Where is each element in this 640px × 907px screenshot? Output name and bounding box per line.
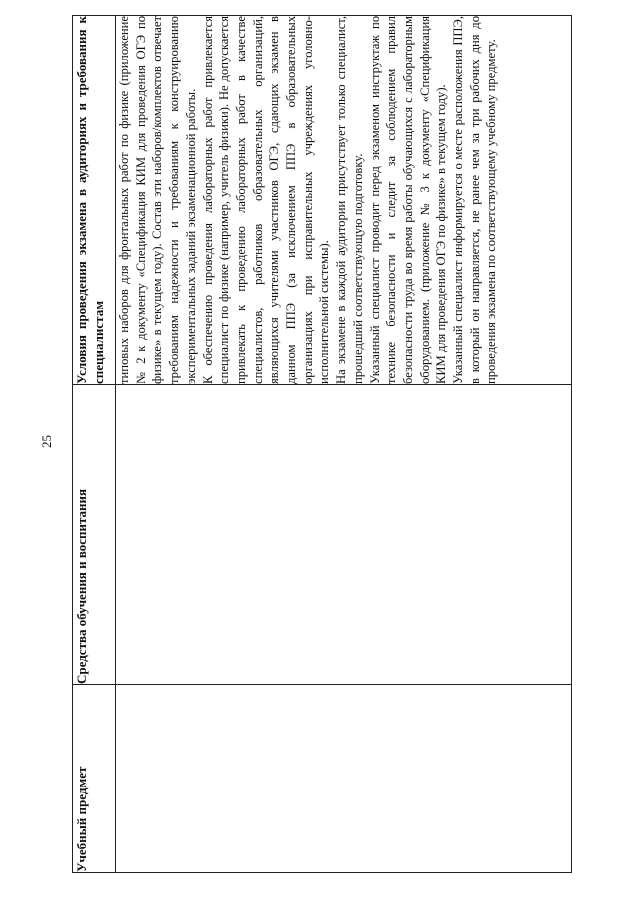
paragraph: Указанный специалист информируется о месте расположения ППЭ, в который он направляется, не ранее чем за три рабочих дня до проведения экзамена по соответствующему учебному предмету.: [451, 16, 499, 384]
page-number: 25: [39, 435, 54, 448]
paragraph: К обеспечению проведения лабораторных работ привлекается специалист по физике (например, учитель физики). Не допускается привлекать к проведению лабораторных работ в качестве специалистов, работников образовательных организаций, являющихся учителями участников ОГЭ, сдающих экзамен в данном ППЭ (за исключением ППЭ в образовательных организациях при исправительных учреждениях уголовно-исполнительной системы).: [200, 16, 332, 384]
cell-means: [116, 385, 572, 685]
header-subject: Учебный предмет: [73, 685, 116, 873]
table-row: [116, 16, 572, 873]
paragraph: Указанный специалист проводит перед экзаменом инструктаж по технике безопасности и следит за соблюдением правил безопасности труда во время работы обучающихся с лабораторным оборудованием. (приложение № 3 к документу «Спецификация КИМ для проведения ОГЭ по физике» в текущем году).: [367, 16, 449, 384]
cell-subject: [116, 685, 572, 873]
cell-conditions: [116, 16, 572, 385]
table-header-row: [73, 16, 116, 873]
paragraph: типовых наборов для фронтальных работ по физике (приложение № 2 к документу «Спецификация КИМ для проведения ОГЭ по физике» в текущем году). Состав эти наборов/комплектов отвечает требованиям надежности и требованиям к конструированию экспериментальных заданий экзаменационной работы.: [117, 16, 198, 384]
rotated-table-container: [72, 16, 572, 873]
paragraph: На экзамене в каждой аудитории присутствует только специалист, прошедший соответствующую подготовку.: [334, 16, 365, 384]
header-conditions: Условия проведения экзамена в аудиториях и требования к специалистам: [73, 16, 116, 385]
exam-conditions-table: [72, 15, 572, 873]
header-means: Средства обучения и воспитания: [73, 385, 116, 685]
